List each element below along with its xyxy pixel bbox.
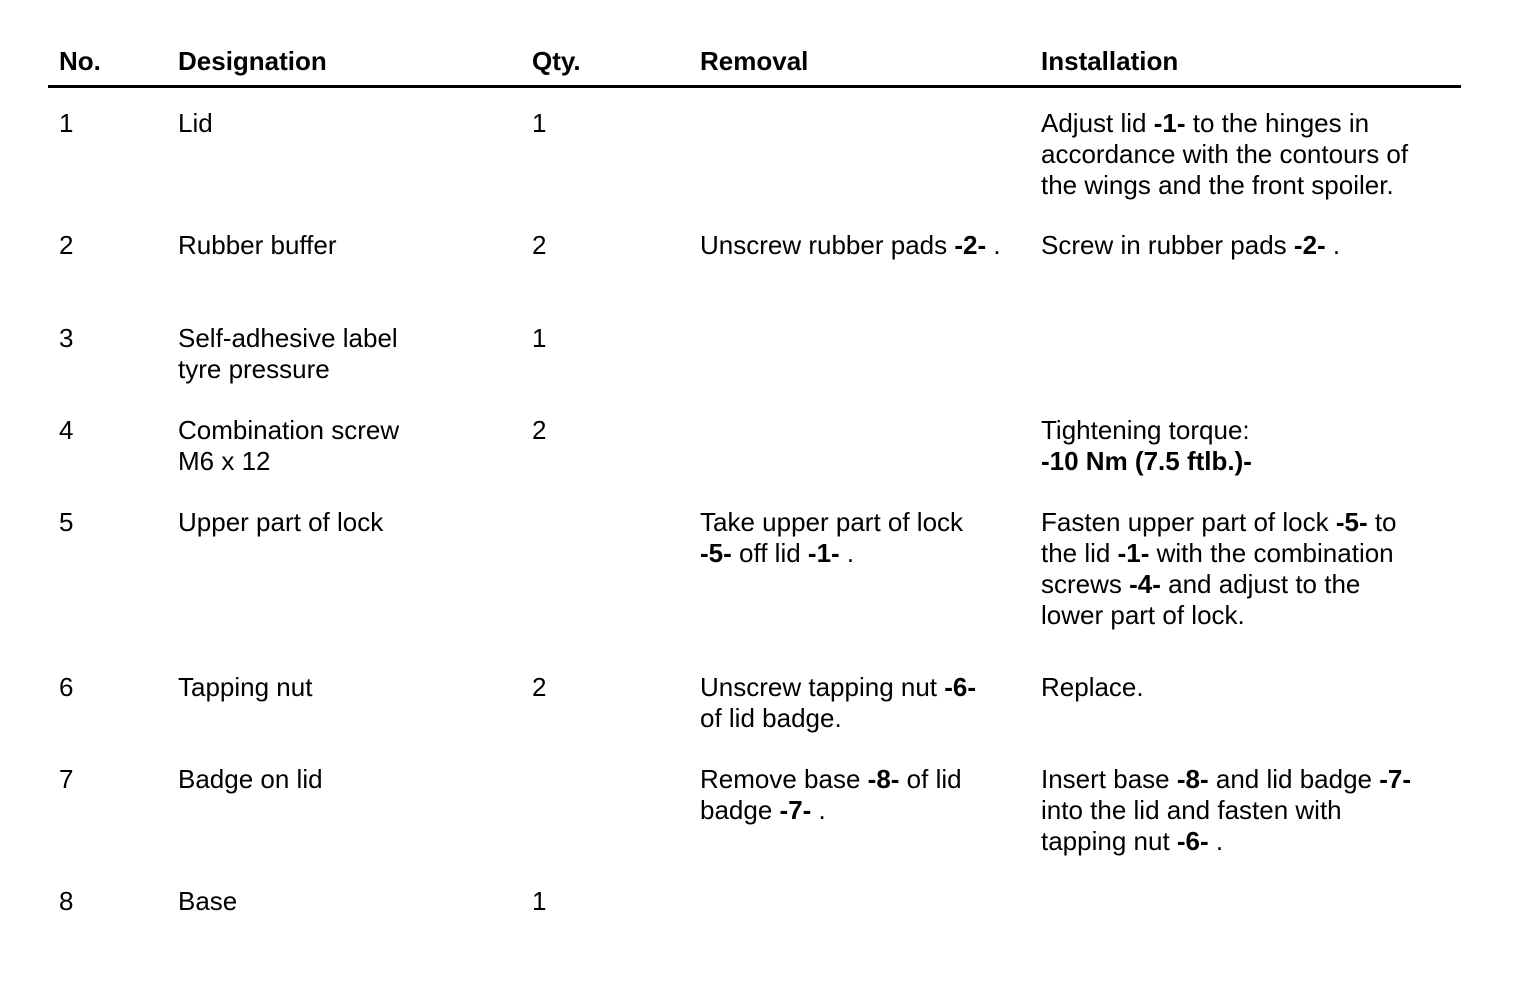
row-installation-line xyxy=(1041,108,1461,139)
row-installation-line xyxy=(1041,139,1461,170)
part-reference: -7- xyxy=(1379,764,1412,794)
part-reference: -10 Nm (7.5 ftlb.)- xyxy=(1041,446,1252,476)
text-segment: and lid badge xyxy=(1208,764,1380,794)
row-number: 4 xyxy=(59,415,74,445)
row-qty: 2 xyxy=(532,672,547,702)
row-designation xyxy=(178,323,518,385)
row-removal-line xyxy=(700,538,1030,569)
row-installation-line xyxy=(1041,446,1461,477)
text-segment: to the hinges in xyxy=(1185,108,1370,138)
text-segment: Screw in rubber pads xyxy=(1041,230,1294,260)
row-installation-line xyxy=(1041,415,1461,446)
row-removal-line xyxy=(700,507,1030,538)
row-installation-line xyxy=(1041,795,1461,826)
text-segment: Tightening torque: xyxy=(1041,415,1250,445)
text-segment: Remove base xyxy=(700,764,868,794)
text-segment: the wings and the front spoiler. xyxy=(1041,170,1394,200)
designation-line: Badge on lid xyxy=(178,764,323,794)
header-no: No. xyxy=(59,46,101,76)
designation-line: Combination screw xyxy=(178,415,400,445)
designation-line: Upper part of lock xyxy=(178,507,384,537)
designation-line: tyre pressure xyxy=(178,354,330,384)
text-segment: of lid badge. xyxy=(700,703,842,733)
row-designation xyxy=(178,230,518,261)
row-removal-line xyxy=(700,764,1030,795)
header-removal: Removal xyxy=(700,46,809,76)
text-segment: and adjust to the xyxy=(1160,569,1361,599)
part-reference: -2- xyxy=(954,230,987,260)
text-segment: Unscrew tapping nut xyxy=(700,672,945,702)
row-installation xyxy=(1041,764,1461,857)
row-removal-line xyxy=(700,795,1030,826)
part-reference: -5- xyxy=(1335,507,1368,537)
row-installation xyxy=(1041,230,1461,261)
text-segment: Insert base xyxy=(1041,764,1177,794)
row-removal xyxy=(700,672,1030,734)
row-qty: 1 xyxy=(532,108,547,138)
row-qty: 1 xyxy=(532,886,547,916)
row-installation-line xyxy=(1041,170,1461,201)
row-number: 3 xyxy=(59,323,74,353)
row-designation xyxy=(178,108,518,139)
part-reference: -1- xyxy=(1153,108,1186,138)
row-installation-line xyxy=(1041,569,1461,600)
row-installation-line xyxy=(1041,600,1461,631)
row-installation-line xyxy=(1041,826,1461,857)
row-qty: 2 xyxy=(532,415,547,445)
designation-line: Tapping nut xyxy=(178,672,313,702)
row-installation-line xyxy=(1041,672,1461,703)
part-reference: -8- xyxy=(867,764,900,794)
row-designation xyxy=(178,507,518,538)
text-segment: the lid xyxy=(1041,538,1118,568)
row-installation xyxy=(1041,415,1461,477)
text-segment: of lid xyxy=(899,764,962,794)
part-reference: -1- xyxy=(1117,538,1150,568)
row-installation-line xyxy=(1041,764,1461,795)
text-segment: Take upper part of lock xyxy=(700,507,964,537)
part-reference: -7- xyxy=(779,795,812,825)
text-segment: . xyxy=(811,795,826,825)
row-qty: 1 xyxy=(532,323,547,353)
designation-line: Base xyxy=(178,886,238,916)
row-designation xyxy=(178,764,518,795)
designation-line: Rubber buffer xyxy=(178,230,337,260)
part-reference: -6- xyxy=(1176,826,1209,856)
row-number: 2 xyxy=(59,230,74,260)
text-segment: Fasten upper part of lock xyxy=(1041,507,1336,537)
text-segment: accordance with the contours of xyxy=(1041,139,1409,169)
row-number: 1 xyxy=(59,108,74,138)
row-number: 6 xyxy=(59,672,74,702)
text-segment: . xyxy=(1325,230,1341,260)
row-installation-line xyxy=(1041,230,1461,261)
text-segment: with the combination xyxy=(1149,538,1394,568)
part-reference: -6- xyxy=(944,672,977,702)
row-removal-line xyxy=(700,230,1030,261)
row-removal xyxy=(700,230,1030,261)
row-designation xyxy=(178,886,518,917)
text-segment: into the lid and fasten with xyxy=(1041,795,1342,825)
row-installation-line xyxy=(1041,538,1461,569)
part-reference: -1- xyxy=(807,538,840,568)
row-designation xyxy=(178,672,518,703)
row-removal xyxy=(700,507,1030,569)
header-installation: Installation xyxy=(1041,46,1179,76)
text-segment: lower part of lock. xyxy=(1041,600,1245,630)
text-segment: to xyxy=(1367,507,1397,537)
row-number: 5 xyxy=(59,507,74,537)
row-installation xyxy=(1041,672,1461,703)
part-reference: -4- xyxy=(1129,569,1161,599)
text-segment: . xyxy=(986,230,1001,260)
row-removal-line xyxy=(700,703,1030,734)
text-segment: Replace. xyxy=(1041,672,1144,702)
row-number: 7 xyxy=(59,764,74,794)
text-segment: screws xyxy=(1041,569,1130,599)
row-designation xyxy=(178,415,518,477)
text-segment: . xyxy=(839,538,855,568)
row-number: 8 xyxy=(59,886,74,916)
text-segment: Adjust lid xyxy=(1041,108,1154,138)
part-reference: -5- xyxy=(700,538,732,568)
row-installation xyxy=(1041,507,1461,631)
text-segment: off lid xyxy=(731,538,808,568)
designation-line: Lid xyxy=(178,108,213,138)
row-qty: 2 xyxy=(532,230,547,260)
header-divider xyxy=(48,85,1461,88)
text-segment: tapping nut xyxy=(1041,826,1177,856)
header-qty: Qty. xyxy=(532,46,581,76)
text-segment: Unscrew rubber pads xyxy=(700,230,955,260)
part-reference: -8- xyxy=(1176,764,1209,794)
header-designation: Designation xyxy=(178,46,327,76)
row-installation-line xyxy=(1041,507,1461,538)
row-removal xyxy=(700,764,1030,826)
row-installation xyxy=(1041,108,1461,201)
text-segment: badge xyxy=(700,795,780,825)
designation-line: Self-adhesive label xyxy=(178,323,398,353)
text-segment: . xyxy=(1208,826,1224,856)
part-reference: -2- xyxy=(1293,230,1326,260)
row-removal-line xyxy=(700,672,1030,703)
designation-line: M6 x 12 xyxy=(178,446,271,476)
table-header xyxy=(0,44,1520,80)
